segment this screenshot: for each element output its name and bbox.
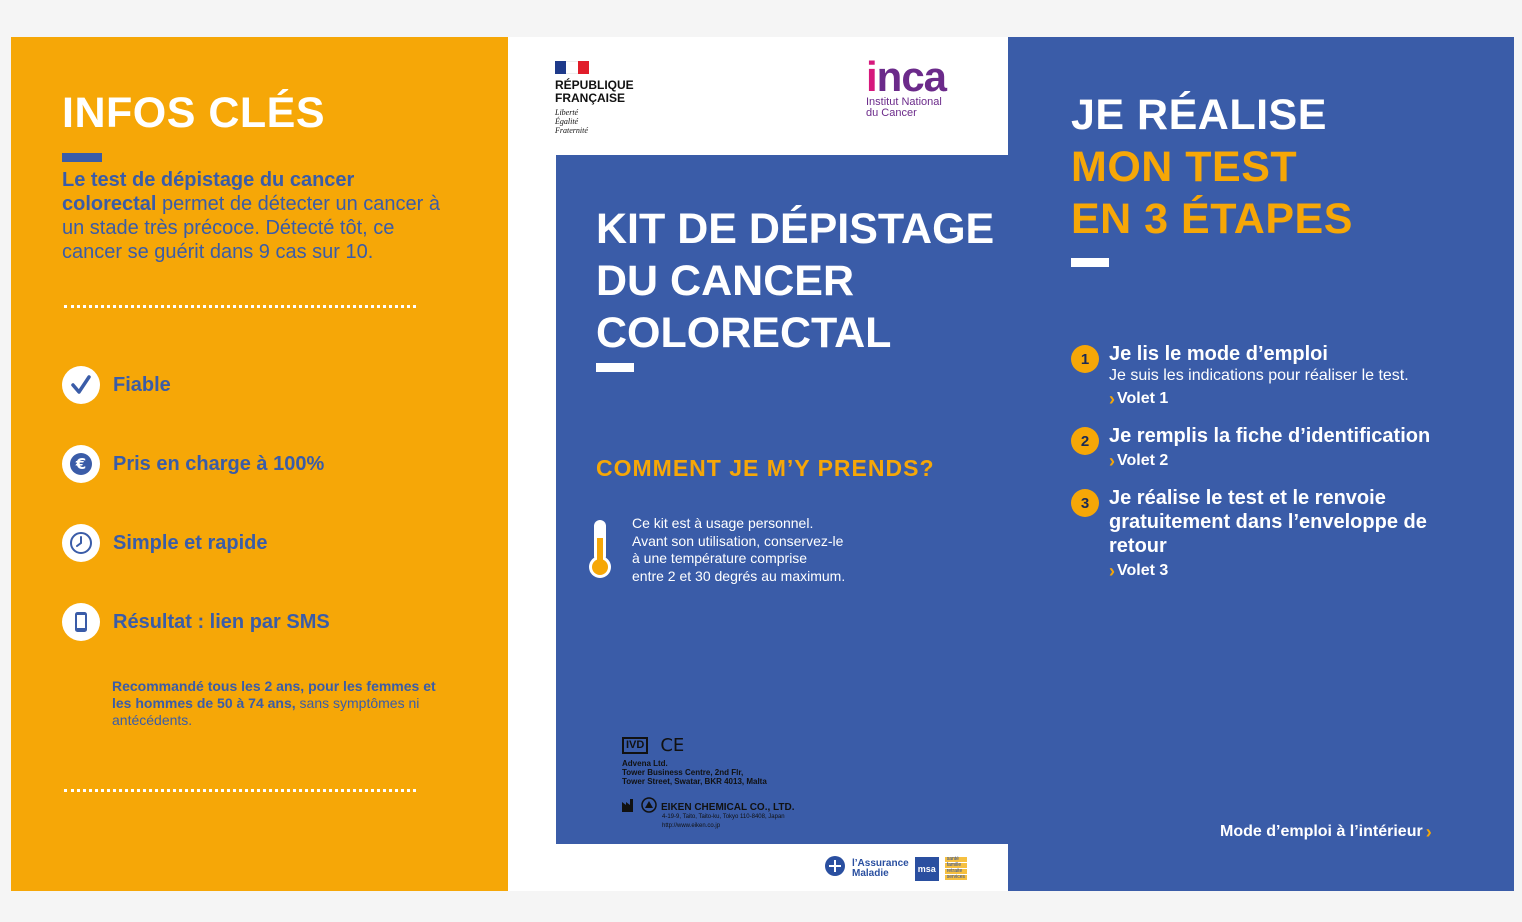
inca-wordmark: inca	[866, 53, 947, 100]
feature-sms	[62, 602, 330, 642]
regulatory-marks	[622, 735, 684, 756]
feature-reliable	[62, 365, 171, 405]
volet-3-link[interactable]: › Volet 3	[1109, 561, 1169, 581]
check-icon	[62, 366, 100, 404]
ivd-mark: IVD	[622, 737, 648, 754]
eu-representative: Advena Ltd. Tower Business Centre, 2nd Flr, Tower Street, Swatar, BKR 4013, Malta	[622, 759, 767, 786]
feature-simple	[62, 523, 268, 563]
inca-logo	[866, 53, 947, 119]
kit-title: KIT DE DÉPISTAGE DU CANCER COLORECTAL	[596, 205, 995, 357]
eiken-address: 4-19-9, Taito, Taito-ku, Tokyo 110-8408, Japan http://www.eiken.co.jp	[662, 814, 785, 829]
rf-name: RÉPUBLIQUE FRANÇAISE	[555, 78, 634, 105]
thermometer-icon	[586, 518, 614, 585]
flag-icon	[555, 61, 589, 74]
storage-instructions: Ce kit est à usage personnel. Avant son utilisation, conservez-le à une température comprise entre 2 et 30 degrés au maximum.	[632, 515, 846, 584]
steps-title-underline	[1071, 258, 1109, 267]
reco-rest: sans symptômes ni antécédents.	[112, 695, 420, 728]
kit-title-underline	[596, 363, 634, 372]
inca-subtitle: Institut National du Cancer	[866, 96, 942, 119]
volet-2-link[interactable]: › Volet 2	[1109, 451, 1169, 471]
intro-rest: permet de détecter un cancer à un stade très précoce. Détecté tôt, ce cancer se guérit dans 9 cas sur 10.	[62, 193, 440, 263]
assurance-maladie-label: l’Assurance Maladie	[852, 857, 909, 879]
msa-tagline: santé famille retraite services	[946, 856, 966, 880]
dotted-divider-top	[64, 305, 416, 308]
assurance-maladie-icon	[824, 855, 846, 882]
euro-icon	[62, 445, 100, 483]
phone-icon	[62, 603, 100, 641]
steps-title: JE RÉALISE MON TEST EN 3 ÉTAPES	[1071, 91, 1353, 243]
step-number: 2	[1071, 427, 1099, 455]
step-title: Je réalise le test et le renvoie gratuitement dans l’enveloppe de retour	[1109, 487, 1427, 557]
feature-label: Simple et rapide	[113, 531, 268, 554]
msa-logo: msa	[915, 857, 939, 881]
rf-motto: Liberté Égalité Fraternité	[555, 108, 588, 135]
key-info-title: INFOS CLÉS	[62, 89, 326, 137]
title-underline	[62, 153, 102, 162]
svg-text:€: €	[75, 455, 87, 473]
partner-logos	[824, 855, 967, 882]
step-title: Je lis le mode d’emploi	[1109, 343, 1328, 365]
feature-label: Fiable	[113, 373, 171, 396]
reco-bold: Recommandé tous les 2 ans, pour les femmes et les hommes de 50 à 74 ans,	[112, 678, 436, 711]
step-title: Je remplis la fiche d’identification	[1109, 425, 1431, 447]
feature-label: Pris en charge à 100%	[113, 452, 325, 475]
intro-text	[62, 168, 442, 264]
kit-cover	[556, 155, 1008, 844]
dotted-divider-bottom	[64, 789, 416, 792]
feature-label: Résultat : lien par SMS	[113, 610, 330, 633]
step-description: Je suis les indications pour réaliser le test.	[1109, 367, 1409, 384]
eiken-logo-icon	[641, 797, 657, 818]
chevron-right-icon: ›	[1109, 451, 1115, 471]
kit-subtitle: COMMENT JE M’Y PRENDS?	[596, 455, 935, 481]
republique-francaise-logo	[555, 61, 634, 135]
eiken-name: EIKEN CHEMICAL CO., LTD.	[661, 802, 795, 813]
key-info-panel	[11, 37, 508, 891]
feature-covered	[62, 444, 324, 484]
step-number: 1	[1071, 345, 1099, 373]
steps-panel	[1008, 37, 1514, 891]
clock-icon	[62, 524, 100, 562]
chevron-right-icon: ›	[1109, 389, 1115, 409]
factory-icon	[622, 798, 638, 817]
kit-cover-panel	[508, 37, 1008, 891]
chevron-right-icon: ›	[1109, 561, 1115, 581]
ce-mark: CE	[660, 735, 685, 756]
chevron-right-icon: ›	[1425, 822, 1432, 842]
mode-emploi-link[interactable]: Mode d’emploi à l’intérieur ›	[1220, 822, 1432, 842]
intro-bold: Le test de dépistage du cancer colorectal	[62, 169, 355, 215]
volet-1-link[interactable]: › Volet 1	[1109, 389, 1169, 409]
step-number: 3	[1071, 489, 1099, 517]
recommendation-text	[112, 678, 442, 729]
